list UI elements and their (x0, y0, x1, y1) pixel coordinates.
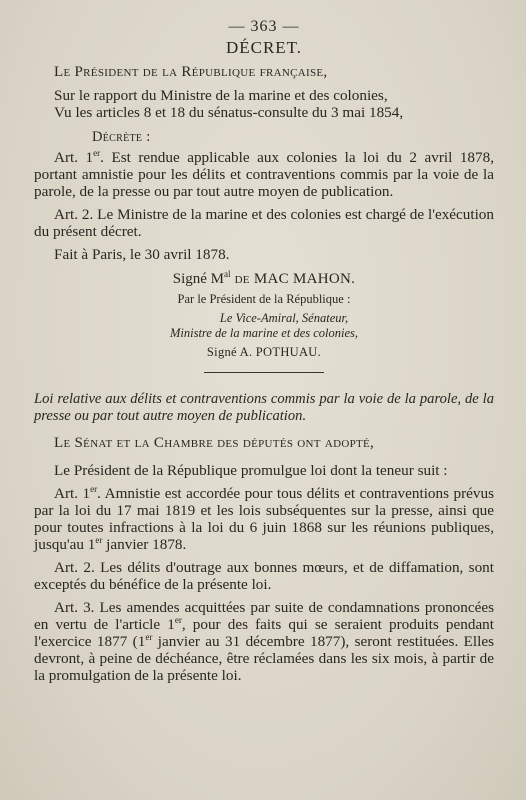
law-art3-text-b: , pour des faits qui se seraient produits pendant l'exercice 1877 (1 (34, 616, 494, 650)
decree-heading: DÉCRET. (225, 38, 303, 57)
law-article-3 (34, 599, 494, 684)
par-le-president: Par le Président de la République : (177, 292, 351, 306)
vice-amiral-line: Le Vice-Amiral, Sénateur, (219, 311, 349, 325)
section-divider (204, 372, 324, 373)
law-art3-sup2: er (145, 631, 153, 642)
decree-art1-label: Art. 1 (54, 149, 94, 166)
decree-article-1 (34, 149, 494, 200)
law-art1-label: Art. 1 (54, 485, 91, 502)
signature-pothuau: Signé A. POTHUAU. (206, 345, 322, 359)
decree-article-2: Art. 2. Le Ministre de la marine et des colonies est chargé de l'exécution du présent décret. (34, 206, 494, 240)
law-article-1 (34, 485, 494, 553)
law-art1-sup2: er (95, 534, 103, 545)
ministre-line: Ministre de la marine et des colonies, (169, 326, 359, 340)
law-art1-text-a: . Amnistie est accordée pour tous délits et contraventions prévus par la loi du 17 mai 1819 et les lois subséquentes sur la presse, ainsi que pour toutes infractions à la loi du 6 juin 1868 sur les réunions publiques, jusqu'au 1 (34, 485, 494, 553)
decree-art1-sup: er (93, 147, 101, 158)
adopte-line: Le Sénat et la Chambre des députés ont adopté, (54, 435, 375, 451)
signe-name: de MAC MAHON. (230, 271, 356, 287)
vu-line: Vu les articles 8 et 18 du sénatus-consulte du 3 mai 1854, (54, 104, 404, 121)
law-title: Loi relative aux délits et contraventions commis par la voie de la parole, de la presse ou par tout autre moyen de publication. (34, 391, 494, 424)
president-line: Le Président de la République française, (54, 64, 328, 80)
law-art3-text-c: janvier au 31 décembre 1877), seront restituées. Elles devront, à peine de déchéance, être réclamées dans les six mois, à partir de la promulgation de la présente loi. (34, 633, 495, 684)
law-article-2: Art. 2. Les délits d'outrage aux bonnes mœurs, et de diffamation, sont exceptés du bénéfice de la présente loi. (34, 559, 494, 593)
signe-sup: al (224, 269, 231, 279)
law-art1-text-b: janvier 1878. (102, 536, 187, 553)
signature-mac-mahon (34, 271, 494, 288)
decree-art1-text: . Est rendue applicable aux colonies la loi du 2 avril 1878, portant amnistie pour les délits et contraventions commis par la voie de la parole, de la presse ou par tout autre moyen de publication. (34, 149, 495, 200)
fait-line: Fait à Paris, le 30 avril 1878. (54, 246, 230, 263)
signe-prefix: Signé M (172, 271, 225, 287)
law-art3-sup1: er (174, 614, 182, 625)
report-line: Sur le rapport du Ministre de la marine et des colonies, (54, 87, 388, 104)
law-art1-sup: er (90, 483, 98, 494)
decrete-label: Décrète : (92, 129, 151, 145)
law-art3-text-a: Art. 3. Les amendes acquittées par suite de condamnations prononcées en vertu de l'article 1 (34, 599, 494, 633)
promulgue-line: Le Président de la République promulgue loi dont la teneur suit : (54, 462, 448, 479)
page-number: — 363 — (228, 18, 300, 35)
